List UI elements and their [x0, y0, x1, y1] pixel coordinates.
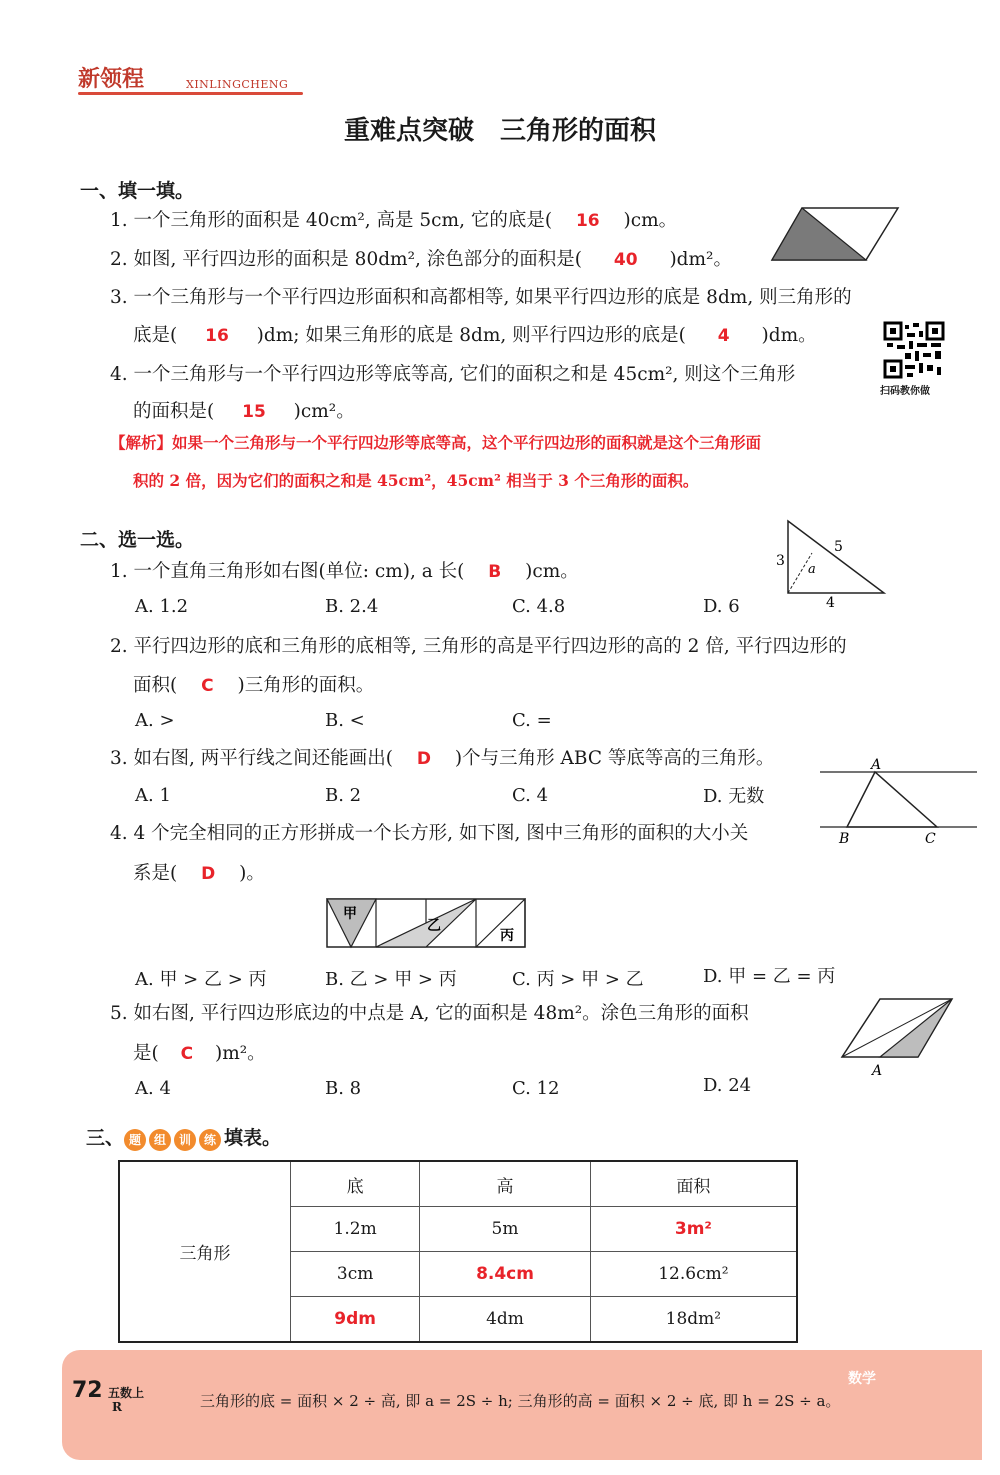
s1-q2-answer: 40 [613, 250, 638, 270]
analysis-line2: 积的 2 倍，因为它们的面积之和是 45cm²，45cm² 相当于 3 个三角形的面积。 [133, 471, 699, 490]
s2-q2-line1: 2. 平行四边形的底和三角形的底相等, 三角形的高是平行四边形的高的 2 倍, 平行四边形的 [110, 636, 847, 657]
s2-q3-option-c[interactable]: C. 4 [512, 785, 549, 806]
fill-table [118, 1160, 798, 1343]
header-height: 高 [420, 1161, 591, 1207]
tag-lian: 练 [199, 1129, 221, 1151]
s2-q1-option-c[interactable]: C. 4.8 [512, 596, 566, 617]
s1-q4-post: )cm²。 [293, 401, 355, 422]
s2-q1-answer: B [488, 562, 502, 582]
row-label-triangle: 三角形 [119, 1161, 291, 1342]
tri-label-5: 5 [834, 539, 843, 555]
s1-q3-line2 [133, 322, 817, 350]
s2-q3-option-d[interactable]: D. 无数 [703, 786, 765, 807]
tri-label-a: a [808, 562, 816, 577]
s2-q3-option-a[interactable]: A. 1 [135, 785, 171, 806]
subject-label: 数学 [848, 1371, 876, 1387]
s2-q1-option-b[interactable]: B. 2.4 [325, 596, 379, 617]
s1-q4-answer: 15 [242, 402, 266, 422]
label-midpoint-A: A [872, 1063, 883, 1079]
s2-q2-answer: C [201, 676, 214, 696]
s1-q4-pre: 的面积是( [133, 401, 215, 422]
s1-q3-post: )dm。 [761, 325, 817, 346]
s2-q4-option-a[interactable]: A. 甲 > 乙 > 丙 [135, 969, 267, 990]
s2-q4-option-b[interactable]: B. 乙 > 甲 > 丙 [325, 969, 457, 990]
s2-q5-answer: C [180, 1044, 194, 1064]
cell-r1-height: 5m [420, 1207, 591, 1252]
s2-q4-option-c[interactable]: C. 丙 > 甲 > 乙 [512, 969, 644, 990]
section2-heading: 二、选一选。 [80, 529, 195, 551]
s2-q4-line2 [133, 860, 265, 888]
s2-q1 [110, 558, 579, 586]
cell-r1-area-answer[interactable]: 3m² [590, 1207, 797, 1252]
label-B: B [839, 831, 850, 847]
s2-q4-pre: 系是( [133, 863, 178, 884]
s2-q4-option-d[interactable]: D. 甲 = 乙 = 丙 [703, 966, 836, 987]
cell-r2-height-answer[interactable]: 8.4cm [420, 1252, 591, 1297]
s2-q3-post: )个与三角形 ABC 等底等高的三角形。 [454, 748, 775, 769]
cell-r2-base: 3cm [291, 1252, 420, 1297]
right-triangle-figure [770, 515, 890, 615]
label-bing: 丙 [500, 928, 514, 944]
s1-q3-answer2: 4 [717, 326, 730, 346]
page-number: 72 [72, 1378, 103, 1403]
cell-r3-base-answer[interactable]: 9dm [291, 1297, 420, 1343]
section1-heading: 一、填一填。 [80, 180, 195, 202]
s2-q1-option-a[interactable]: A. 1.2 [135, 596, 189, 617]
s1-q3-line1: 3. 一个三角形与一个平行四边形面积和高都相等, 如果平行四边形的底是 8dm, 则三角形的 [110, 287, 852, 308]
brand-subtitle: XINLINGCHENG [186, 78, 289, 91]
s2-q2-option-b[interactable]: B. < [325, 710, 365, 731]
s2-q1-post: )cm。 [525, 561, 579, 582]
s1-q3-pre: 底是( [133, 325, 178, 346]
analysis-line1: 【解析】如果一个三角形与一个平行四边形等底等高，这个平行四边形的面积就是这个三角形面 [110, 433, 762, 452]
section3-heading [86, 1123, 281, 1151]
shaded-parallelogram-midpoint-figure [838, 995, 958, 1080]
s2-q2-option-a[interactable]: A. > [135, 710, 175, 731]
label-A: A [871, 757, 882, 773]
s2-q5-pre: 是( [133, 1043, 159, 1064]
tri-label-3: 3 [776, 553, 785, 569]
edition-label: R [112, 1400, 122, 1414]
s2-q5-option-c[interactable]: C. 12 [512, 1078, 560, 1099]
s1-q2 [110, 246, 732, 274]
s2-q5-line2 [133, 1040, 266, 1068]
cell-r3-area: 18dm² [590, 1297, 797, 1343]
s2-q3 [110, 745, 774, 773]
s2-q1-text: 1. 一个直角三角形如右图(单位: cm), a 长( [110, 561, 465, 582]
qr-code-label: 扫码教你做 [880, 386, 930, 397]
four-squares-figure [326, 898, 528, 950]
s2-q2-pre: 面积( [133, 675, 178, 696]
label-C: C [925, 831, 936, 847]
tag-xun: 训 [174, 1129, 196, 1151]
s2-q2-option-c[interactable]: C. = [512, 710, 552, 731]
cell-r3-height: 4dm [420, 1297, 591, 1343]
tri-label-4: 4 [826, 595, 835, 611]
parallel-lines-abc-figure [815, 755, 980, 850]
grade-label: 五数上 [108, 1386, 145, 1400]
s2-q2-line2 [133, 672, 374, 700]
shaded-parallelogram-figure [770, 204, 905, 264]
cell-r2-area: 12.6cm² [590, 1252, 797, 1297]
tag-zu: 组 [149, 1129, 171, 1151]
cell-r1-base: 1.2m [291, 1207, 420, 1252]
footer-formula: 三角形的底 = 面积 × 2 ÷ 高, 即 a = 2S ÷ h; 三角形的高 = 面积 × 2 ÷ 底, 即 h = 2S ÷ a。 [200, 1392, 841, 1410]
s2-q3-text: 3. 如右图, 两平行线之间还能画出( [110, 748, 394, 769]
s2-q5-option-b[interactable]: B. 8 [325, 1078, 362, 1099]
s2-q3-option-b[interactable]: B. 2 [325, 785, 362, 806]
s1-q2-post: )dm²。 [669, 249, 732, 270]
s1-q1 [110, 207, 677, 235]
s2-q5-option-a[interactable]: A. 4 [135, 1078, 171, 1099]
s1-q1-post: )cm。 [623, 210, 678, 231]
page-title: 重难点突破 三角形的面积 [343, 116, 656, 146]
s1-q4-line1: 4. 一个三角形与一个平行四边形等底等高, 它们的面积之和是 45cm², 则这个三角形 [110, 364, 796, 385]
s2-q4-post: )。 [239, 863, 265, 884]
section3-prefix: 三、 [86, 1127, 125, 1149]
qr-code-icon[interactable] [883, 321, 945, 379]
s2-q5-option-d[interactable]: D. 24 [703, 1075, 752, 1096]
tag-ti: 题 [124, 1129, 146, 1151]
header-base: 底 [291, 1161, 420, 1207]
section3-title: 填表。 [224, 1127, 282, 1149]
s1-q3-mid: )dm; 如果三角形的底是 8dm, 则平行四边形的底是( [256, 325, 686, 346]
s1-q1-answer: 16 [575, 211, 600, 231]
s2-q3-answer: D [416, 749, 432, 769]
s2-q4-answer: D [201, 864, 216, 884]
s1-q2-text: 2. 如图, 平行四边形的面积是 80dm², 涂色部分的面积是( [110, 249, 582, 270]
s2-q5-line1: 5. 如右图, 平行四边形底边的中点是 A, 它的面积是 48m²。涂色三角形的面积 [110, 1003, 749, 1024]
brand-logo: 新领程 [78, 66, 145, 92]
s2-q4-line1: 4. 4 个完全相同的正方形拼成一个长方形, 如下图, 图中三角形的面积的大小关 [110, 823, 749, 844]
s1-q1-text: 1. 一个三角形的面积是 40cm², 高是 5cm, 它的底是( [110, 210, 553, 231]
header-area: 面积 [590, 1161, 797, 1207]
s1-q3-answer1: 16 [205, 326, 229, 346]
label-jia: 甲 [343, 906, 357, 922]
s2-q1-option-d[interactable]: D. 6 [703, 596, 740, 617]
s1-q4-line2 [133, 398, 355, 426]
brand-underline [78, 92, 303, 95]
s2-q2-post: )三角形的面积。 [237, 675, 375, 696]
s2-q5-post: )m²。 [214, 1043, 266, 1064]
label-yi: 乙 [427, 918, 441, 934]
